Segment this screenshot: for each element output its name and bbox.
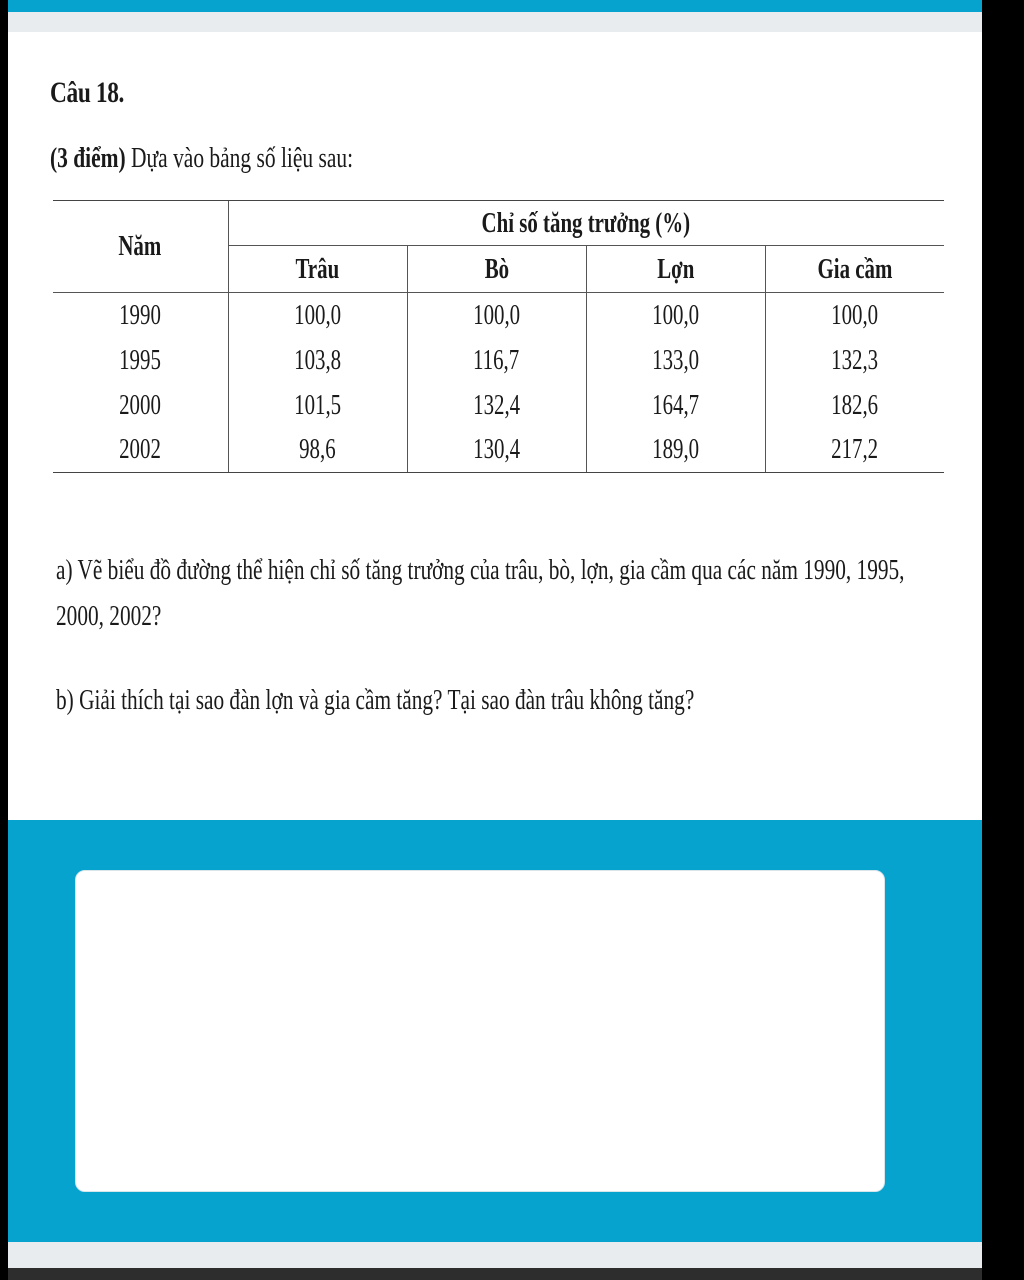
- question-title: Câu 18.: [50, 76, 124, 109]
- value-cell: 100,0: [228, 293, 407, 338]
- answer-panel: [8, 820, 982, 1242]
- column-header-gia-cam: Gia cầm: [765, 246, 944, 293]
- table-row: [53, 338, 944, 383]
- table-row: [53, 383, 944, 428]
- value-cell: 100,0: [765, 293, 944, 338]
- value-cell: 116,7: [407, 338, 586, 383]
- question-intro: [50, 142, 353, 175]
- question-part-a-line2: 2000, 2002?: [56, 600, 162, 632]
- top-divider: [8, 12, 982, 32]
- value-cell: 101,5: [228, 383, 407, 428]
- column-header-lon: Lợn: [586, 246, 765, 293]
- value-cell: 132,4: [407, 383, 586, 428]
- table-row: [53, 293, 944, 338]
- bottom-bar: [8, 1268, 982, 1280]
- bottom-divider: [8, 1242, 982, 1268]
- value-cell: 164,7: [586, 383, 765, 428]
- answer-textarea[interactable]: [75, 870, 885, 1192]
- column-header-bo: Bò: [407, 246, 586, 293]
- group-header: Chỉ số tăng trưởng (%): [228, 201, 944, 246]
- value-cell: 132,3: [765, 338, 944, 383]
- data-table: [53, 200, 944, 473]
- top-accent-bar: [8, 0, 982, 12]
- year-cell: 1990: [119, 298, 162, 331]
- value-cell: 217,2: [765, 428, 944, 473]
- question-intro-text: Dựa vào bảng số liệu sau:: [131, 142, 354, 174]
- value-cell: 103,8: [228, 338, 407, 383]
- table-row: [53, 428, 944, 473]
- value-cell: 133,0: [586, 338, 765, 383]
- year-cell: 2002: [53, 428, 228, 473]
- value-cell: 189,0: [586, 428, 765, 473]
- value-cell: 182,6: [765, 383, 944, 428]
- value-cell: 100,0: [407, 293, 586, 338]
- year-cell: 2000: [119, 388, 162, 421]
- question-points: (3 điểm): [50, 142, 126, 174]
- question-part-b: b) Giải thích tại sao đàn lợn và gia cầm tăng? Tại sao đàn trâu không tăng?: [56, 684, 695, 716]
- question-part-a: [56, 547, 905, 639]
- year-cell: 1995: [119, 343, 162, 376]
- column-header-trau: Trâu: [228, 246, 407, 293]
- value-cell: 98,6: [228, 428, 407, 473]
- question-card: [8, 32, 982, 820]
- year-header: Năm: [53, 201, 228, 293]
- value-cell: 130,4: [407, 428, 586, 473]
- question-part-a-line1: a) Vẽ biểu đồ đường thể hiện chỉ số tăng trưởng của trâu, bò, lợn, gia cầm qua các năm 1990, 1995,: [56, 554, 905, 586]
- value-cell: 100,0: [586, 293, 765, 338]
